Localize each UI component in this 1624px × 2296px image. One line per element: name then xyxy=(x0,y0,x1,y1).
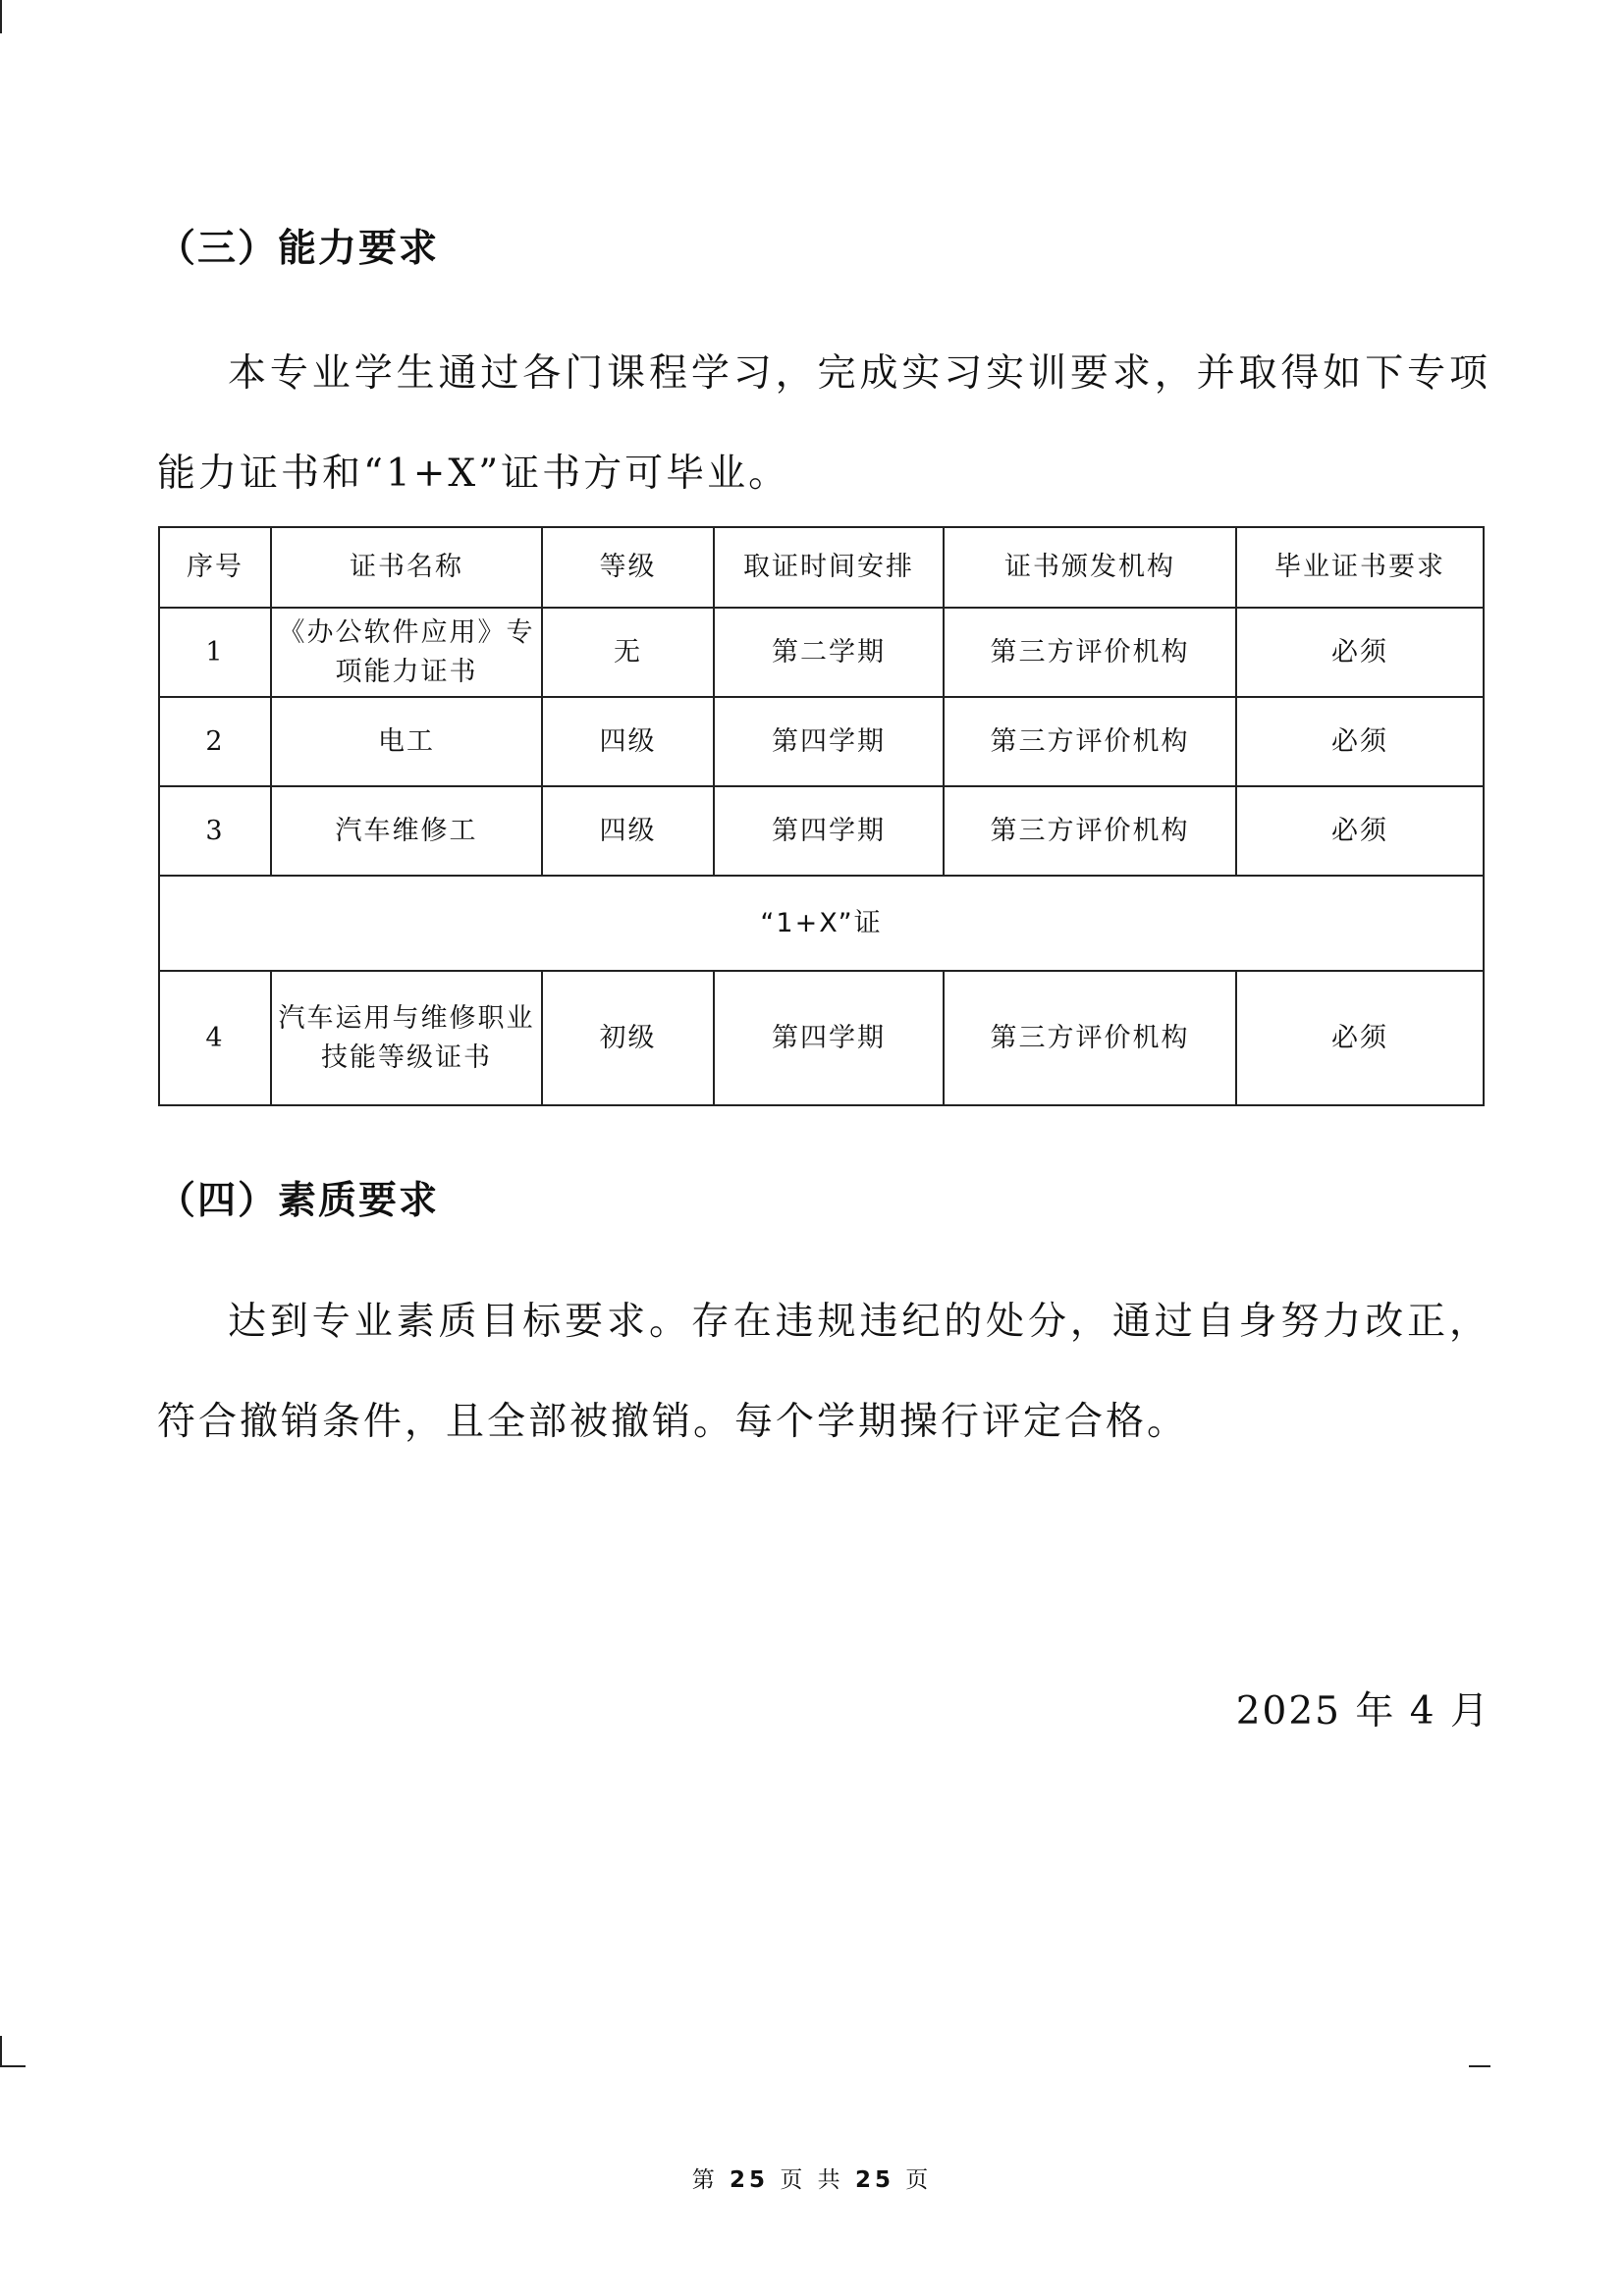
table-group-label: “1+X”证 xyxy=(159,876,1484,971)
table-cell: 2 xyxy=(159,697,271,786)
table-cell: 第二学期 xyxy=(714,608,944,697)
table-cell: 第三方评价机构 xyxy=(944,608,1236,697)
table-cell: 4 xyxy=(159,971,271,1105)
crop-mark-bottom-right-h xyxy=(1469,2065,1490,2067)
quality-paragraph: 达到专业素质目标要求。存在违规违纪的处分，通过自身努力改正，符合撤销条件，且全部被撤销。每个学期操行评定合格。 xyxy=(157,1300,1490,1444)
footer-prefix: 第 xyxy=(691,2167,719,2193)
footer-current-page: 25 xyxy=(730,2167,770,2193)
table-cell: 第三方评价机构 xyxy=(944,971,1236,1105)
table-header-cell: 等级 xyxy=(542,527,714,608)
table-header-cell: 毕业证书要求 xyxy=(1236,527,1484,608)
table-cell: 第四学期 xyxy=(714,786,944,876)
table-cell: 四级 xyxy=(542,786,714,876)
ability-paragraph: 本专业学生通过各门课程学习，完成实习实训要求，并取得如下专项能力证书和“1+X”证书方可毕业。 xyxy=(157,351,1490,496)
table-header-cell: 序号 xyxy=(159,527,271,608)
table-cell: 1 xyxy=(159,608,271,697)
page-footer xyxy=(0,2162,1624,2194)
crop-mark-bottom-left-v xyxy=(0,2036,2,2067)
footer-total-pages: 25 xyxy=(854,2167,894,2193)
table-row xyxy=(159,608,1484,697)
certificate-table xyxy=(158,526,1485,1106)
table-cell: 必须 xyxy=(1236,697,1484,786)
footer-mid: 页 共 xyxy=(780,2167,844,2193)
table-group-row xyxy=(159,876,1484,971)
crop-mark-bottom-left-h xyxy=(0,2065,26,2067)
table-header-cell: 证书名称 xyxy=(271,527,542,608)
table-cell: 电工 xyxy=(271,697,542,786)
section-heading-quality: （四）素质要求 xyxy=(157,1179,440,1223)
table-cell: 3 xyxy=(159,786,271,876)
table-cell: 必须 xyxy=(1236,971,1484,1105)
table-header-row xyxy=(159,527,1484,608)
table-cell: 必须 xyxy=(1236,608,1484,697)
table-cell: 汽车维修工 xyxy=(271,786,542,876)
table-cell: 汽车运用与维修职业技能等级证书 xyxy=(271,971,542,1105)
table-cell: 《办公软件应用》专项能力证书 xyxy=(271,608,542,697)
table-row xyxy=(159,697,1484,786)
table-cell: 第三方评价机构 xyxy=(944,697,1236,786)
table-cell: 第三方评价机构 xyxy=(944,786,1236,876)
footer-suffix: 页 xyxy=(905,2167,933,2193)
table-cell: 初级 xyxy=(542,971,714,1105)
table-cell: 必须 xyxy=(1236,786,1484,876)
table-header-cell: 证书颁发机构 xyxy=(944,527,1236,608)
table-cell: 第四学期 xyxy=(714,697,944,786)
crop-mark-top-left-v xyxy=(0,0,2,33)
table-row xyxy=(159,971,1484,1105)
section-heading-ability: （三）能力要求 xyxy=(157,227,440,271)
table-cell: 无 xyxy=(542,608,714,697)
table-row xyxy=(159,786,1484,876)
table-cell: 第四学期 xyxy=(714,971,944,1105)
table-header-cell: 取证时间安排 xyxy=(714,527,944,608)
table-cell: 四级 xyxy=(542,697,714,786)
document-date: 2025 年 4 月 xyxy=(1235,1689,1490,1734)
